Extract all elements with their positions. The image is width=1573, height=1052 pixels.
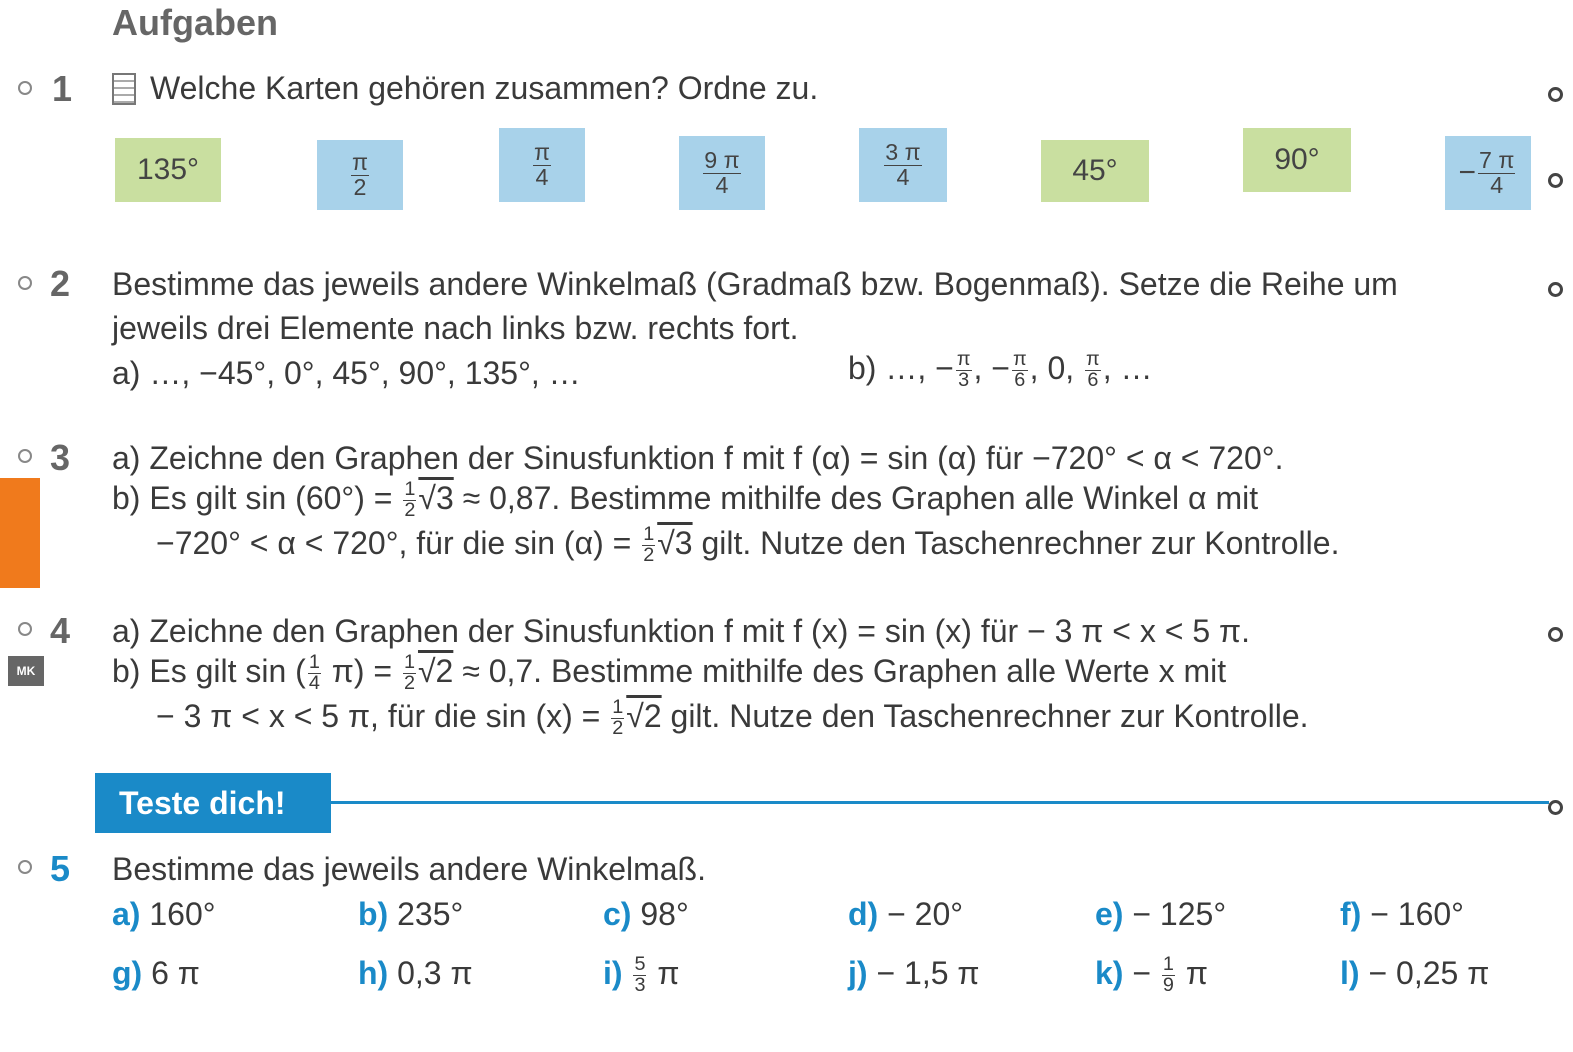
item-suffix: π [648, 955, 680, 991]
frac-den: 9 [1162, 974, 1174, 997]
frac-num: 1 [404, 478, 416, 501]
task-4a [112, 613, 1250, 650]
text: , 0, [1029, 350, 1084, 386]
teste-dich-banner: Teste dich! [95, 773, 331, 833]
task-2-line-1: Bestimme das jeweils andere Winkelmaß (Gradmaß bzw. Bogenmaß). Setze die Reihe um [112, 266, 1398, 302]
item-value: − 160° [1370, 896, 1464, 932]
fraction [884, 141, 921, 189]
task-3c [156, 525, 1339, 566]
margin-marker [1548, 800, 1563, 815]
frac-den: 6 [1014, 369, 1026, 392]
frac-num: 1 [612, 696, 624, 719]
task-2-marker[interactable] [18, 276, 32, 290]
text: π) = [322, 653, 401, 689]
task-5-item [358, 896, 463, 933]
label-b: b) [848, 350, 877, 386]
frac-den: 3 [958, 369, 970, 392]
frac-num: π [1012, 348, 1027, 371]
sqrt: √3 [657, 525, 693, 561]
text: Es gilt sin (60°) = [149, 480, 402, 516]
frac-den: 4 [1490, 171, 1504, 198]
frac-num: 7 π [1479, 147, 1515, 174]
task-5-number: 5 [50, 848, 71, 889]
text: gilt. Nutze den Taschenrechner zur Kontrolle. [692, 525, 1340, 561]
task-4a-text: Zeichne den Graphen der Sinusfunktion f mit f (x) = sin (x) für − 3 π < x < 5 π. [149, 613, 1250, 649]
text: − 3 π < x < 5 π, für die sin (x) = [156, 698, 610, 734]
frac-den: 4 [715, 171, 729, 198]
text: …, − [885, 350, 954, 386]
task-2a [112, 355, 581, 392]
side-tab[interactable] [0, 478, 40, 588]
frac-den: 2 [404, 499, 416, 522]
task-5-item [112, 896, 216, 933]
task-4-number: 4 [50, 610, 71, 651]
item-value: 6 π [151, 955, 200, 991]
item-value: − 1,5 π [876, 955, 980, 991]
fraction [1162, 955, 1175, 996]
frac-num: π [351, 149, 369, 176]
item-value: 98° [640, 896, 689, 932]
frac-den: 4 [896, 163, 910, 190]
label-a: a) [112, 355, 141, 391]
task-3a-text: Zeichne den Graphen der Sinusfunktion f mit f (α) = sin (α) für −720° < α < 720°. [149, 440, 1284, 476]
item-label: j) [848, 955, 868, 991]
item-value: 0,3 π [397, 955, 473, 991]
angle-card[interactable] [499, 128, 585, 202]
item-label: l) [1340, 955, 1360, 991]
text: gilt. Nutze den Taschenrechner zur Kontrolle. [661, 698, 1309, 734]
fraction [533, 141, 551, 189]
item-label: k) [1095, 955, 1124, 991]
task-1-marker[interactable] [18, 81, 32, 95]
task-5-marker[interactable] [18, 860, 32, 874]
frac-den: 3 [634, 974, 646, 997]
card-value: 90° [1274, 143, 1320, 176]
text: , … [1102, 350, 1153, 386]
item-label: c) [603, 896, 632, 932]
task-5-item [112, 955, 200, 992]
frac-den: 4 [308, 672, 320, 695]
task-3b [112, 480, 1258, 521]
frac-num: π [956, 348, 971, 371]
card-value: 45° [1072, 154, 1118, 187]
task-4-marker[interactable] [18, 622, 32, 636]
card-value: 135° [136, 153, 200, 186]
task-2b [848, 350, 1152, 391]
task-5-item [358, 955, 473, 992]
label-a: a) [112, 613, 141, 649]
item-suffix: π [1176, 955, 1208, 991]
fraction [1478, 149, 1515, 197]
frac-num: 9 π [704, 147, 740, 174]
angle-card[interactable] [1041, 140, 1149, 202]
task-2a-text: …, −45°, 0°, 45°, 90°, 135°, … [149, 355, 581, 391]
sqrt: √2 [417, 653, 454, 689]
section-heading: Aufgaben [112, 2, 278, 43]
task-5-item [848, 896, 963, 933]
task-3-marker[interactable] [18, 449, 32, 463]
frac-den: 6 [1087, 369, 1099, 392]
item-value: − 0,25 π [1368, 955, 1490, 991]
task-5-item [603, 955, 679, 996]
frac-den: 2 [403, 672, 415, 695]
angle-card[interactable] [679, 136, 765, 210]
task-5-item [1340, 955, 1489, 992]
card-prefix: − [1458, 156, 1477, 189]
label-b: b) [112, 480, 141, 516]
fraction [351, 151, 369, 199]
task-2-line-2: jeweils drei Elemente nach links bzw. rechts fort. [112, 310, 799, 346]
item-label: g) [112, 955, 143, 991]
frac-den: 4 [535, 163, 549, 190]
angle-card[interactable] [859, 128, 947, 202]
item-value: − 125° [1132, 896, 1227, 932]
item-label: b) [358, 896, 389, 932]
fraction [633, 955, 646, 996]
item-label: e) [1095, 896, 1124, 932]
text: ≈ 0,87. Bestimme mithilfe des Graphen alle Winkel α mit [453, 480, 1259, 516]
text: , − [973, 350, 1010, 386]
fraction [703, 149, 740, 197]
book-icon [112, 73, 136, 105]
task-1-text: Welche Karten gehören zusammen? Ordne zu. [150, 70, 819, 106]
task-5-item [848, 955, 979, 992]
sqrt: √3 [418, 480, 454, 516]
text: −720° < α < 720°, für die sin (α) = [156, 525, 641, 561]
angle-card[interactable] [1445, 136, 1531, 210]
item-value: − 20° [887, 896, 964, 932]
teste-divider [331, 801, 1549, 804]
frac-num: π [1086, 348, 1100, 371]
frac-num: 1 [308, 651, 320, 674]
item-label: f) [1340, 896, 1362, 932]
item-label: i) [603, 955, 623, 991]
task-1-number: 1 [52, 68, 73, 109]
item-label: h) [358, 955, 389, 991]
frac-den: 2 [612, 717, 624, 740]
frac-num: 5 [634, 953, 646, 976]
task-5-item [1095, 896, 1226, 933]
text: Es gilt sin ( [149, 653, 306, 689]
frac-num: 1 [403, 651, 415, 674]
task-4c [156, 698, 1309, 739]
margin-marker [1548, 173, 1563, 188]
margin-marker [1548, 282, 1563, 297]
task-3a [112, 440, 1283, 477]
frac-num: 1 [1162, 953, 1174, 976]
item-value: 160° [149, 896, 216, 932]
frac-num: 3 π [885, 139, 921, 166]
margin-marker [1548, 87, 1563, 102]
item-label: d) [848, 896, 879, 932]
label-b: b) [112, 653, 141, 689]
item-value: 235° [397, 896, 464, 932]
frac-den: 2 [353, 173, 367, 200]
task-4b [112, 653, 1226, 694]
angle-card[interactable] [115, 138, 221, 202]
task-3-number: 3 [50, 437, 71, 478]
task-5-text: Bestimme das jeweils andere Winkelmaß. [112, 851, 706, 887]
label-a: a) [112, 440, 141, 476]
frac-num: 1 [643, 523, 655, 546]
mk-badge: MK [8, 656, 44, 686]
sqrt: √2 [626, 698, 662, 734]
task-5-item [1095, 955, 1208, 996]
item-label: a) [112, 896, 141, 932]
angle-card[interactable] [1243, 128, 1351, 192]
task-2-number: 2 [50, 263, 71, 304]
item-prefix: − [1132, 955, 1160, 991]
task-5-item [603, 896, 689, 933]
text: ≈ 0,7. Bestimme mithilfe des Graphen alle Werte x mit [453, 653, 1227, 689]
angle-card[interactable] [317, 140, 403, 210]
frac-den: 2 [643, 544, 655, 567]
margin-marker [1548, 627, 1563, 642]
task-5-item [1340, 896, 1464, 933]
frac-num: π [533, 139, 551, 166]
